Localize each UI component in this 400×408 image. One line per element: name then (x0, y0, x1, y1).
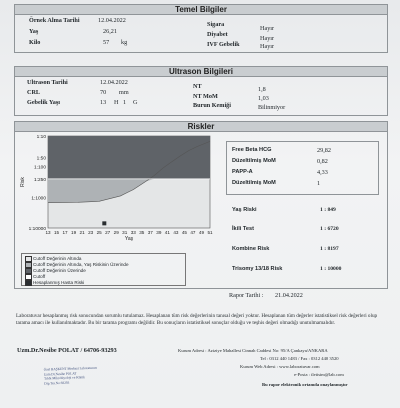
combined-risk-label: Kombine Risk (232, 246, 270, 252)
fbhcg-label: Free Beta HCG (232, 147, 272, 153)
nasal-bone-label: Burun Kemiği (193, 102, 231, 109)
ga-g: G (133, 99, 138, 106)
legend-label-4: Hesaplanmış Hasta Riski (33, 280, 85, 285)
ivf-value: Hayır (260, 43, 275, 50)
double-test-value: 1 : 6720 (320, 226, 339, 232)
crl-value: 70 (100, 89, 107, 96)
x-tick-label: 25 (96, 230, 102, 235)
x-tick-label: 31 (122, 230, 128, 235)
us-date-value: 12.04.2022 (100, 79, 128, 86)
doctor-signature: Uzm.Dr.Nesibe POLAT / 64706-93293 (17, 347, 117, 354)
x-tick-label: 35 (139, 230, 145, 235)
y-tick-label: 1:1000 (31, 196, 46, 202)
x-tick-label: 37 (147, 230, 153, 235)
x-tick-label: 41 (164, 230, 170, 235)
patient-risk-point (102, 221, 106, 225)
ivf-label: IVF Gebelik (207, 41, 240, 48)
riskler-header: Riskler (14, 121, 388, 132)
x-tick-label: 47 (190, 230, 196, 235)
smoking-label: Sigara (207, 21, 225, 28)
above-cutoff-band (48, 136, 210, 179)
age-value: 26,21 (103, 28, 117, 35)
crl-label: CRL (27, 89, 41, 96)
y-tick-label: 1:10000 (28, 227, 46, 232)
x-tick-label: 13 (45, 230, 51, 235)
ga-weeks: 13 (100, 99, 107, 106)
x-tick-label: 51 (207, 230, 213, 235)
x-tick-label: 19 (71, 230, 77, 235)
weight-unit: kg (121, 39, 128, 46)
fbhcg-mom-value: 0,82 (317, 158, 328, 165)
ga-h: H (114, 99, 119, 106)
y-tick-label: 1:10 (36, 135, 46, 140)
x-tick-label: 15 (53, 230, 60, 235)
x-tick-label: 27 (105, 230, 111, 235)
age-risk-label: Yaş Riski (232, 207, 257, 213)
x-tick-label: 17 (62, 230, 68, 235)
y-axis-label: Risk (20, 177, 26, 187)
x-tick-label: 49 (198, 230, 205, 235)
us-date-label: Ultrason Tarihi (27, 79, 68, 86)
smoking-value: Hayır (260, 25, 275, 32)
pappa-value: 4,33 (317, 169, 328, 176)
nasal-bone-value: Bilinmiyor (258, 104, 286, 111)
age-label: Yaş (29, 28, 39, 35)
pappa-label: PAPP-A (232, 169, 253, 175)
sample-date-label: Örnek Alma Tarihi (29, 17, 80, 24)
trisomy-label: Trisomy 13/18 Risk (232, 266, 283, 272)
web-text: Kurum Web Adresi : www.laboratuvar.com (240, 364, 320, 369)
risk-chart (18, 132, 216, 250)
email-link[interactable]: e-Posta : iletisim@lab.com (294, 372, 344, 377)
disclaimer-paragraph: Laboratuvar hesaplanmış risk sonucundan sorumlu tutulamaz. Hesaplanan tüm risk değerlerinin tanısal değeri yoktur. Hesaplanan tüm değerler istatistiksel risk değerleri olup tarama amacı ile kullanılmaktadır. Bu bir tarama programı değildir. Bu sonuçların istatistiksel sonuçlar olduğu ve teşhis değeri olmadığı unutulmamalıdır. (16, 313, 378, 327)
y-tick-label: 1:100 (33, 165, 46, 171)
nt-label: NT (193, 83, 202, 90)
age-risk-value: 1 : 849 (320, 207, 336, 213)
x-tick-label: 39 (156, 230, 162, 235)
tel-fax-text: Tel : 0312 440 1483 / Fax : 0312 440 3520 (260, 356, 339, 361)
marker-box (226, 141, 379, 195)
combined-risk-value: 1 : 8197 (320, 246, 339, 252)
x-tick-label: 23 (88, 230, 94, 235)
report-date-label: Rapor Tarihi : (229, 292, 264, 299)
y-tick-label: 1:250 (33, 177, 46, 183)
fbhcg-value: 29,82 (317, 147, 331, 154)
trisomy-value: 1 : 10000 (320, 266, 342, 272)
ultrason-header: Ultrason Bilgileri (14, 66, 388, 77)
report-date-value: 21.04.2022 (275, 292, 303, 299)
sample-date-value: 12.04.2022 (98, 17, 126, 24)
legend-label-1: Cutoff Değerinin Altında, Yaş Riskinin Üzerinde (33, 262, 129, 267)
ultrason-box (14, 76, 388, 116)
crl-unit: mm (119, 89, 129, 96)
nt-mom-value: 1,03 (258, 95, 269, 102)
x-tick-label: 45 (181, 230, 187, 235)
ga-days: 1 (123, 99, 127, 106)
double-test-label: İkili Test (232, 226, 254, 232)
weight-label: Kilo (29, 39, 41, 46)
legend-label-0: Cutoff Değerinin Altında (33, 256, 82, 261)
ga-label: Gebelik Yaşı (27, 99, 60, 106)
x-tick-label: 33 (130, 230, 136, 235)
temel-bilgiler-box (14, 14, 388, 53)
chart-legend (21, 253, 186, 286)
x-tick-label: 43 (173, 230, 179, 235)
nt-mom-label: NT MoM (193, 93, 218, 100)
nt-value: 1,8 (258, 86, 266, 93)
diabetes-value: Hayır (260, 35, 275, 42)
weight-value: 57 (103, 39, 110, 46)
x-tick-label: 21 (79, 230, 85, 235)
stamp: Özel BAŞKENT Merkezi Laboratuvarı Uzm.Dr.Nesibe POLAT Tıbbi Mikrobiyoloji ve Klinik Dip.Tes.No:93293 (43, 365, 98, 386)
e-approval-notice: Bu rapor elektronik ortamda onaylanmıştır (262, 382, 348, 387)
x-tick-label: 29 (113, 230, 119, 235)
legend-swatch-4 (25, 280, 32, 286)
legend-label-3: Cutoff (33, 274, 46, 279)
x-axis-label: Yaş (124, 236, 134, 242)
temel-bilgiler-header: Temel Bilgiler (14, 4, 388, 15)
fbhcg-mom-label: Düzeltilmiş MoM (232, 158, 276, 164)
pappa-mom-value: 1 (317, 180, 321, 187)
diabetes-label: Diyabet (207, 31, 228, 38)
legend-label-2: Cutoff Değerinin Üzerinde (33, 268, 86, 273)
address-text: Kurum Adresi : Aziziye Mahallesi Cinnah Caddesi No: 95/A Çankaya/ANKARA (178, 348, 328, 353)
y-tick-label: 1:50 (36, 156, 46, 162)
pappa-mom-label: Düzeltilmiş MoM (232, 180, 276, 186)
